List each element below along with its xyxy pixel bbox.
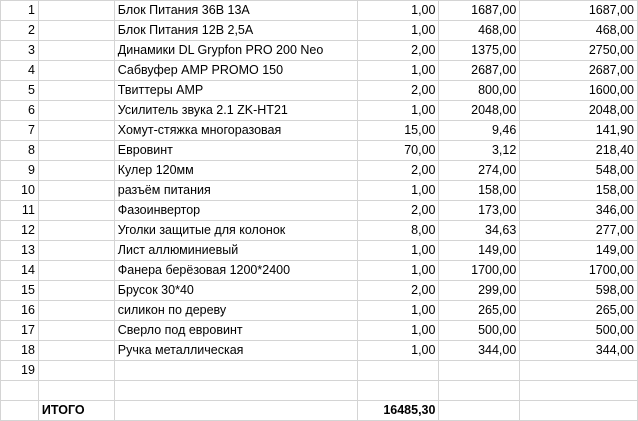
table-row xyxy=(1,141,638,161)
price-cell[interactable] xyxy=(439,361,520,381)
quantity-cell[interactable]: 2,00 xyxy=(357,201,439,221)
item-name-cell[interactable]: Сверло под евровинт xyxy=(114,321,357,341)
sum-cell[interactable]: 468,00 xyxy=(520,21,638,41)
empty-cell[interactable] xyxy=(38,261,114,281)
empty-cell[interactable] xyxy=(38,81,114,101)
quantity-cell[interactable]: 1,00 xyxy=(357,101,439,121)
empty-cell[interactable] xyxy=(38,301,114,321)
empty-cell[interactable] xyxy=(38,1,114,21)
quantity-cell[interactable]: 15,00 xyxy=(357,121,439,141)
sum-cell[interactable]: 218,40 xyxy=(520,141,638,161)
price-cell[interactable]: 500,00 xyxy=(439,321,520,341)
quantity-cell[interactable]: 1,00 xyxy=(357,241,439,261)
row-number-cell[interactable]: 5 xyxy=(1,81,39,101)
quantity-cell[interactable]: 2,00 xyxy=(357,161,439,181)
price-cell[interactable]: 1700,00 xyxy=(439,261,520,281)
sum-cell[interactable]: 1687,00 xyxy=(520,1,638,21)
row-number-cell[interactable]: 16 xyxy=(1,301,39,321)
item-name-cell[interactable]: Усилитель звука 2.1 ZK-HT21 xyxy=(114,101,357,121)
total-label-cell[interactable]: ИТОГО xyxy=(38,401,114,421)
row-number-cell[interactable]: 6 xyxy=(1,101,39,121)
row-number-cell[interactable]: 14 xyxy=(1,261,39,281)
quantity-cell[interactable]: 1,00 xyxy=(357,1,439,21)
empty-cell[interactable] xyxy=(38,61,114,81)
table-row xyxy=(1,1,638,21)
empty-cell[interactable] xyxy=(520,401,638,421)
quantity-cell[interactable]: 2,00 xyxy=(357,281,439,301)
sum-cell[interactable]: 1700,00 xyxy=(520,261,638,281)
quantity-cell[interactable]: 2,00 xyxy=(357,81,439,101)
price-cell[interactable]: 3,12 xyxy=(439,141,520,161)
sum-cell[interactable]: 500,00 xyxy=(520,321,638,341)
item-name-cell[interactable]: Евровинт xyxy=(114,141,357,161)
row-number-cell[interactable]: 4 xyxy=(1,61,39,81)
sum-cell[interactable]: 344,00 xyxy=(520,341,638,361)
quantity-cell[interactable]: 1,00 xyxy=(357,21,439,41)
item-name-cell[interactable]: Сабвуфер AMP PROMO 150 xyxy=(114,61,357,81)
empty-cell[interactable] xyxy=(38,21,114,41)
sum-cell[interactable]: 346,00 xyxy=(520,201,638,221)
price-cell[interactable]: 149,00 xyxy=(439,241,520,261)
row-number-cell[interactable]: 18 xyxy=(1,341,39,361)
table-row xyxy=(1,381,638,401)
empty-cell[interactable] xyxy=(520,381,638,401)
empty-cell[interactable] xyxy=(439,381,520,401)
sum-cell[interactable]: 149,00 xyxy=(520,241,638,261)
quantity-cell[interactable]: 1,00 xyxy=(357,341,439,361)
empty-cell[interactable] xyxy=(38,281,114,301)
empty-cell[interactable] xyxy=(38,161,114,181)
quantity-cell[interactable]: 1,00 xyxy=(357,301,439,321)
quantity-cell[interactable]: 2,00 xyxy=(357,41,439,61)
table-row xyxy=(1,121,638,141)
price-cell[interactable]: 2687,00 xyxy=(439,61,520,81)
sum-cell[interactable] xyxy=(520,361,638,381)
row-number-cell[interactable]: 2 xyxy=(1,21,39,41)
spreadsheet-body xyxy=(1,1,638,421)
item-name-cell[interactable]: разъём питания xyxy=(114,181,357,201)
sum-cell[interactable]: 2048,00 xyxy=(520,101,638,121)
table-row xyxy=(1,361,638,381)
row-number-cell[interactable]: 8 xyxy=(1,141,39,161)
quantity-cell[interactable]: 1,00 xyxy=(357,61,439,81)
price-cell[interactable]: 299,00 xyxy=(439,281,520,301)
table-row xyxy=(1,101,638,121)
item-name-cell[interactable]: Уголки защитые для колонок xyxy=(114,221,357,241)
price-cell[interactable]: 2048,00 xyxy=(439,101,520,121)
price-cell[interactable]: 274,00 xyxy=(439,161,520,181)
table-row xyxy=(1,241,638,261)
empty-cell[interactable] xyxy=(114,381,357,401)
row-number-cell[interactable]: 12 xyxy=(1,221,39,241)
price-cell[interactable]: 468,00 xyxy=(439,21,520,41)
empty-cell[interactable] xyxy=(114,401,357,421)
empty-cell[interactable] xyxy=(38,381,114,401)
quantity-cell[interactable]: 1,00 xyxy=(357,181,439,201)
item-name-cell[interactable]: силикон по дереву xyxy=(114,301,357,321)
item-name-cell[interactable]: Твиттеры AMP xyxy=(114,81,357,101)
empty-cell[interactable] xyxy=(1,381,39,401)
price-cell[interactable]: 265,00 xyxy=(439,301,520,321)
table-row xyxy=(1,301,638,321)
row-number-cell[interactable]: 11 xyxy=(1,201,39,221)
item-name-cell[interactable]: Кулер 120мм xyxy=(114,161,357,181)
empty-cell[interactable] xyxy=(357,381,439,401)
table-row xyxy=(1,181,638,201)
table-row xyxy=(1,221,638,241)
item-name-cell[interactable]: Ручка металлическая xyxy=(114,341,357,361)
item-name-cell[interactable]: Блок Питания 12В 2,5А xyxy=(114,21,357,41)
quantity-cell[interactable]: 1,00 xyxy=(357,321,439,341)
empty-cell[interactable] xyxy=(38,241,114,261)
item-name-cell[interactable] xyxy=(114,361,357,381)
empty-cell[interactable] xyxy=(439,401,520,421)
row-number-cell[interactable]: 1 xyxy=(1,1,39,21)
row-number-cell[interactable]: 3 xyxy=(1,41,39,61)
table-row xyxy=(1,21,638,41)
row-number-cell[interactable]: 13 xyxy=(1,241,39,261)
sum-cell[interactable]: 265,00 xyxy=(520,301,638,321)
row-number-cell[interactable]: 10 xyxy=(1,181,39,201)
quantity-cell[interactable]: 70,00 xyxy=(357,141,439,161)
row-number-cell[interactable]: 19 xyxy=(1,361,39,381)
sum-cell[interactable]: 158,00 xyxy=(520,181,638,201)
sum-cell[interactable]: 277,00 xyxy=(520,221,638,241)
item-name-cell[interactable]: Фанера берёзовая 1200*2400 xyxy=(114,261,357,281)
price-cell[interactable]: 1375,00 xyxy=(439,41,520,61)
empty-cell[interactable] xyxy=(38,141,114,161)
table-row xyxy=(1,341,638,361)
empty-cell[interactable] xyxy=(38,181,114,201)
empty-cell[interactable] xyxy=(38,121,114,141)
empty-cell[interactable] xyxy=(38,41,114,61)
price-cell[interactable]: 9,46 xyxy=(439,121,520,141)
empty-cell[interactable] xyxy=(38,341,114,361)
sum-cell[interactable]: 548,00 xyxy=(520,161,638,181)
empty-cell[interactable] xyxy=(38,101,114,121)
price-cell[interactable]: 800,00 xyxy=(439,81,520,101)
total-row xyxy=(1,401,638,421)
table-row xyxy=(1,161,638,181)
quantity-cell[interactable]: 1,00 xyxy=(357,261,439,281)
empty-cell[interactable] xyxy=(38,321,114,341)
item-name-cell[interactable]: Хомут-стяжка многоразовая xyxy=(114,121,357,141)
quantity-cell[interactable] xyxy=(357,361,439,381)
row-number-cell[interactable]: 17 xyxy=(1,321,39,341)
price-cell[interactable]: 344,00 xyxy=(439,341,520,361)
item-name-cell[interactable]: Динамики DL Grypfon PRO 200 Neo xyxy=(114,41,357,61)
sum-cell[interactable]: 598,00 xyxy=(520,281,638,301)
empty-cell[interactable] xyxy=(1,401,39,421)
empty-cell[interactable] xyxy=(38,361,114,381)
item-name-cell[interactable]: Блок Питания 36В 13А xyxy=(114,1,357,21)
table-row xyxy=(1,81,638,101)
sum-cell[interactable]: 1600,00 xyxy=(520,81,638,101)
table-row xyxy=(1,41,638,61)
sum-cell[interactable]: 2750,00 xyxy=(520,41,638,61)
total-sum-cell[interactable]: 16485,30 xyxy=(357,401,439,421)
price-cell[interactable]: 173,00 xyxy=(439,201,520,221)
table-row xyxy=(1,261,638,281)
sum-cell[interactable]: 141,90 xyxy=(520,121,638,141)
item-name-cell[interactable]: Брусок 30*40 xyxy=(114,281,357,301)
table-row xyxy=(1,321,638,341)
sum-cell[interactable]: 2687,00 xyxy=(520,61,638,81)
table-row xyxy=(1,201,638,221)
empty-cell[interactable] xyxy=(38,201,114,221)
quantity-cell[interactable]: 8,00 xyxy=(357,221,439,241)
item-name-cell[interactable]: Фазоинвертор xyxy=(114,201,357,221)
item-name-cell[interactable]: Лист аллюминиевый xyxy=(114,241,357,261)
table-row xyxy=(1,61,638,81)
empty-cell[interactable] xyxy=(38,221,114,241)
row-number-cell[interactable]: 15 xyxy=(1,281,39,301)
row-number-cell[interactable]: 7 xyxy=(1,121,39,141)
table-row xyxy=(1,281,638,301)
price-cell[interactable]: 1687,00 xyxy=(439,1,520,21)
price-cell[interactable]: 34,63 xyxy=(439,221,520,241)
price-cell[interactable]: 158,00 xyxy=(439,181,520,201)
row-number-cell[interactable]: 9 xyxy=(1,161,39,181)
